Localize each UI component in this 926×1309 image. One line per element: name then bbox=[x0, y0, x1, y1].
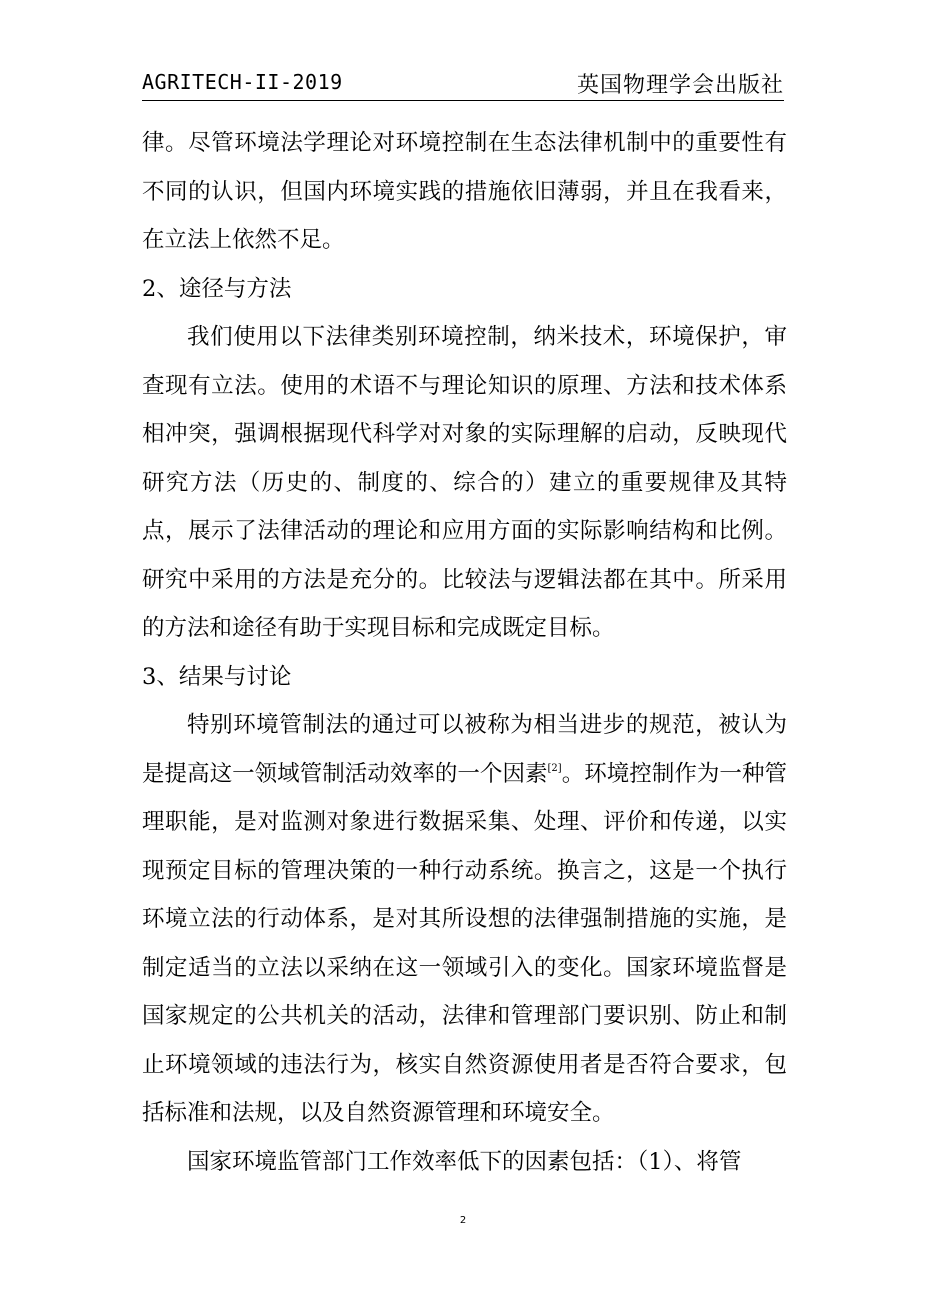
document-body bbox=[142, 119, 787, 1186]
paragraph-continued: 律。尽管环境法学理论对环境控制在生态法律机制中的重要性有不同的认识，但国内环境实践的措施依旧薄弱，并且在我看来，在立法上依然不足。 bbox=[142, 130, 787, 253]
paragraph-results-text-a: 特别环境管制法的通过可以被称为相当进步的规范，被认为是提高这一领域管制活动效率的一个因素 bbox=[142, 712, 787, 787]
citation-reference: [2] bbox=[547, 762, 562, 774]
publisher-name: 英国物理学会出版社 bbox=[576, 73, 784, 98]
paragraph-factors: 国家环境监管部门工作效率低下的因素包括：（1）、将管 bbox=[187, 1148, 742, 1175]
running-header bbox=[142, 68, 784, 101]
paragraph-results bbox=[142, 701, 787, 1138]
section-heading-results: 3、结果与讨论 bbox=[142, 663, 292, 690]
paragraph-results-text-b: 。环境控制作为一种管理职能，是对监测对象进行数据采集、处理、评价和传递，以实现预定目标的管理决策的一种行动系统。换言之，这是一个执行环境立法的行动体系，是对其所设想的法律强制措施的实施，是制定适当的立法以采纳在这一领域引入的变化。国家环境监督是国家规定的公共机关的活动，法律和管理部门要识别、防止和制止环境领域的违法行为，核实自然资源使用者是否符合要求，包括标准和法规，以及自然资源管理和环境安全。 bbox=[142, 760, 787, 1126]
section-heading-methods: 2、途径与方法 bbox=[142, 275, 292, 302]
journal-code: AGRITECH-II-2019 bbox=[142, 70, 343, 94]
page-number: 2 bbox=[459, 1215, 467, 1226]
paragraph-methods: 我们使用以下法律类别环境控制，纳米技术，环境保护，审查现有立法。使用的术语不与理论知识的原理、方法和技术体系相冲突，强调根据现代科学对对象的实际理解的启动，反映现代研究方法（历史的、制度的、综合的）建立的重要规律及其特点，展示了法律活动的理论和应用方面的实际影响结构和比例。研究中采用的方法是充分的。比较法与逻辑法都在其中。所采用的方法和途径有助于实现目标和完成既定目标。 bbox=[142, 324, 787, 641]
